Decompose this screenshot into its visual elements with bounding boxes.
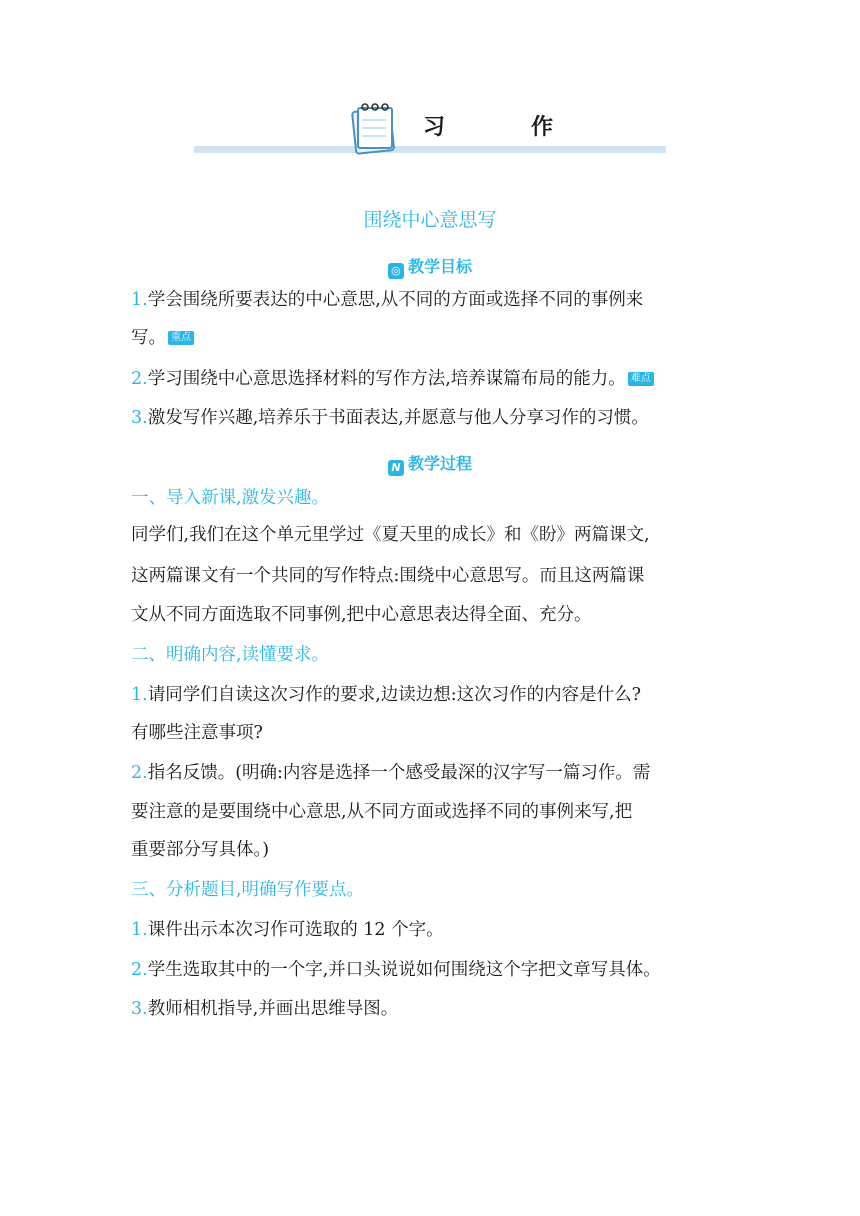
process-heading bbox=[0, 451, 860, 476]
item-number: 2. bbox=[131, 960, 148, 980]
item-number: 1. bbox=[131, 290, 148, 310]
step-1-line: 文从不同方面选取不同事例,把中心意思表达得全面、充分。 bbox=[131, 605, 592, 625]
header-divider bbox=[194, 146, 666, 153]
item-number: 1. bbox=[131, 685, 148, 705]
item-number: 3. bbox=[131, 408, 148, 428]
step-1-title: 一、导入新课,激发兴趣。 bbox=[131, 488, 330, 508]
objective-1 bbox=[131, 286, 643, 311]
step-2-item-2-cont: 要注意的是要围绕中心意思,从不同方面或选择不同的事例来写,把 bbox=[131, 802, 633, 822]
objective-text: 学习围绕中心意思选择材料的写作方法,培养谋篇布局的能力。 bbox=[147, 369, 626, 389]
step-2-title: 二、明确内容,读懂要求。 bbox=[131, 645, 330, 665]
step-2-item-2-cont: 重要部分写具体。) bbox=[131, 840, 270, 860]
lesson-title: 围绕中心意思写 bbox=[363, 209, 497, 231]
item-number: 1. bbox=[131, 920, 148, 940]
objectives-heading bbox=[0, 254, 860, 279]
page-title: 习 作 bbox=[423, 115, 586, 140]
step-3-item-2 bbox=[131, 956, 661, 981]
step-3-item-1 bbox=[131, 916, 444, 941]
objectives-heading-label: 教学目标 bbox=[407, 257, 472, 276]
key-point-badge: 重点 bbox=[168, 331, 194, 345]
difficulty-badge: 难点 bbox=[628, 372, 654, 386]
item-number: 2. bbox=[131, 369, 148, 389]
notebook-icon bbox=[348, 100, 398, 156]
target-icon: ◎ bbox=[388, 263, 404, 279]
item-text: 课件出示本次习作可选取的 12 个字。 bbox=[147, 920, 444, 940]
objective-3 bbox=[131, 404, 649, 429]
step-3-title: 三、分析题目,明确写作要点。 bbox=[131, 880, 365, 900]
item-text: 指名反馈。(明确:内容是选择一个感受最深的汉字写一篇习作。需 bbox=[147, 763, 651, 783]
objective-text: 学会围绕所要表达的中心意思,从不同的方面或选择不同的事例来 bbox=[147, 290, 644, 310]
page-header bbox=[0, 0, 860, 170]
step-1-line: 这两篇课文有一个共同的写作特点:围绕中心意思写。而且这两篇课 bbox=[131, 566, 645, 586]
step-2-item-2 bbox=[131, 759, 650, 784]
process-icon: N bbox=[388, 460, 404, 476]
objective-text: 写。 bbox=[131, 328, 166, 348]
step-3-item-3 bbox=[131, 995, 398, 1020]
step-2-item-1 bbox=[131, 681, 641, 706]
item-text: 学生选取其中的一个字,并口头说说如何围绕这个字把文章写具体。 bbox=[147, 960, 661, 980]
item-text: 教师相机指导,并画出思维导图。 bbox=[147, 999, 399, 1019]
item-text: 请同学们自读这次习作的要求,边读边想:这次习作的内容是什么? bbox=[147, 685, 642, 705]
objective-text: 激发写作兴趣,培养乐于书面表达,并愿意与他人分享习作的习惯。 bbox=[147, 408, 649, 428]
objective-1-cont bbox=[131, 324, 194, 349]
step-1-line: 同学们,我们在这个单元里学过《夏天里的成长》和《盼》两篇课文, bbox=[131, 525, 650, 545]
item-number: 3. bbox=[131, 999, 148, 1019]
step-2-item-1-cont: 有哪些注意事项? bbox=[131, 723, 263, 743]
process-heading-label: 教学过程 bbox=[407, 454, 472, 473]
objective-2 bbox=[131, 365, 654, 390]
item-number: 2. bbox=[131, 763, 148, 783]
